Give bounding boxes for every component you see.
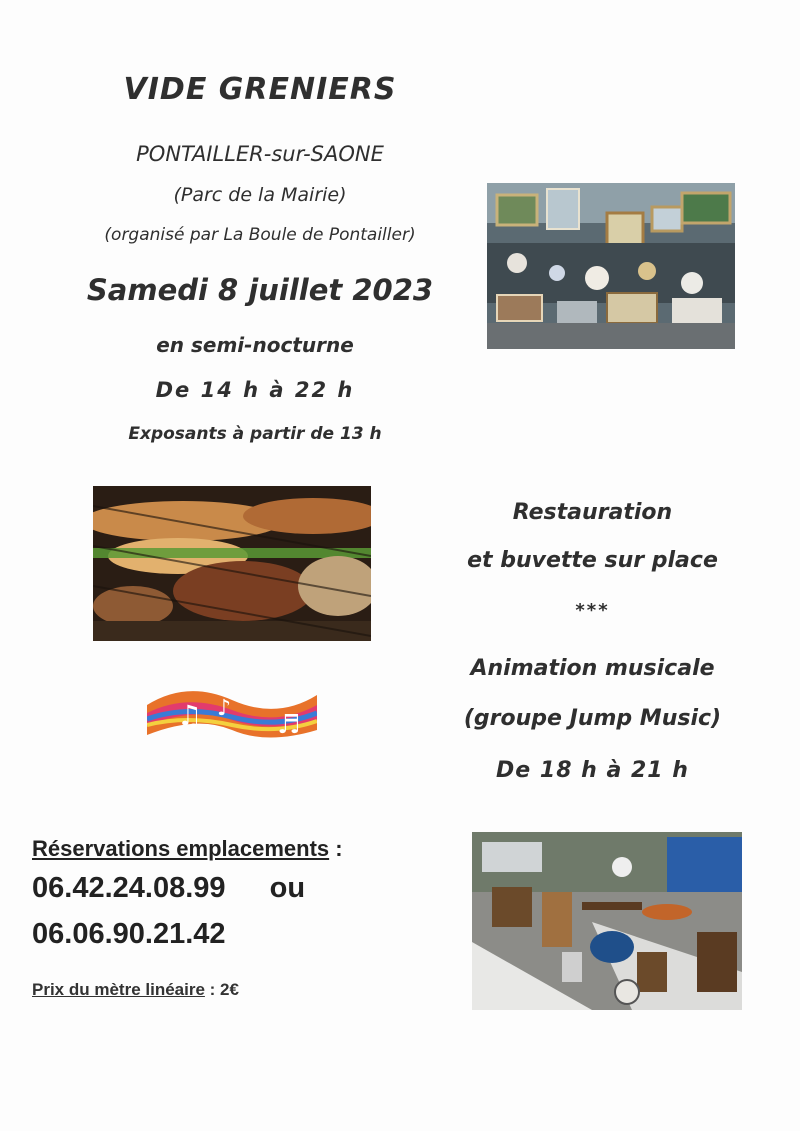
restauration-label: Restauration — [512, 500, 673, 525]
reservations-colon: : — [329, 836, 343, 861]
phone-line-1 — [32, 872, 305, 905]
event-subtitle: en semi-nocturne — [156, 333, 354, 357]
street-flea-market-photo — [472, 832, 742, 1010]
grill-food-photo — [93, 486, 371, 641]
animation-label: Animation musicale — [470, 656, 715, 681]
music-hours: De 18 h à 21 h — [496, 758, 689, 783]
price-value: : 2€ — [204, 980, 239, 999]
flea-market-photo — [487, 183, 735, 349]
exhibitors-time: Exposants à partir de 13 h — [128, 424, 382, 444]
svg-text:♬: ♬ — [277, 710, 301, 740]
svg-text:♫: ♫ — [177, 699, 203, 732]
town-name: PONTAILLER-sur-SAONE — [136, 142, 384, 166]
buvette-label: et buvette sur place — [467, 548, 718, 573]
event-location: (Parc de la Mairie) — [173, 184, 347, 206]
event-hours: De 14 h à 22 h — [155, 378, 355, 402]
reservations-heading — [32, 836, 343, 862]
or-label: ou — [269, 872, 306, 904]
reservations-label: Réservations emplacements — [32, 836, 330, 861]
organizer: (organisé par La Boule de Pontailler) — [104, 225, 416, 245]
poster-title: VIDE GRENIERS — [123, 72, 397, 107]
separator: *** — [575, 600, 610, 621]
music-group: (groupe Jump Music) — [463, 706, 722, 731]
price-line — [32, 980, 239, 1000]
phone-number-2[interactable]: 06.06.90.21.42 — [32, 918, 226, 950]
phone-number-1[interactable]: 06.42.24.08.99 — [32, 872, 226, 904]
price-label: Prix du mètre linéaire — [32, 980, 205, 999]
event-date: Samedi 8 juillet 2023 — [86, 273, 434, 307]
music-notes-banner — [147, 675, 317, 749]
svg-text:♪: ♪ — [217, 696, 232, 721]
